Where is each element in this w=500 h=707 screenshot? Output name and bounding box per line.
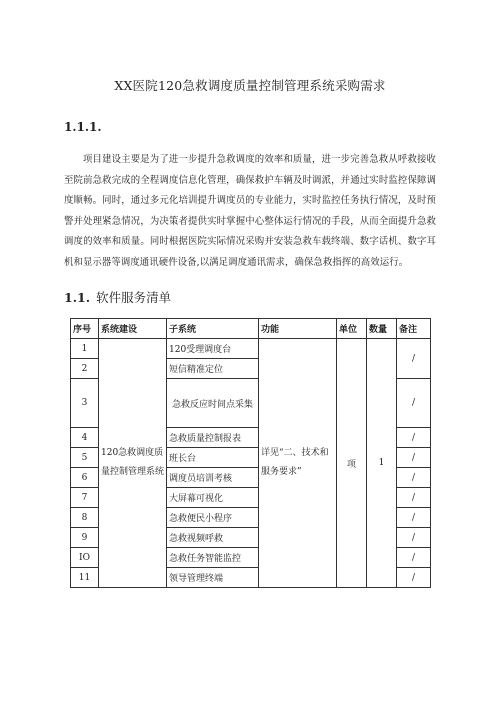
header-subsystem: 子系统 (167, 319, 259, 339)
unit-cell: 项 (337, 339, 367, 588)
row-note: / (397, 508, 431, 528)
row-note: / (397, 568, 431, 588)
row-subsystem: 120受理调度台 (167, 339, 259, 359)
section-heading (64, 288, 171, 306)
row-no: 9 (71, 528, 99, 548)
row-subsystem: 急救任务智能监控 (167, 548, 259, 568)
row-note: / (397, 488, 431, 508)
row-subsystem: 班长台 (167, 448, 259, 468)
header-quantity: 数量 (367, 319, 397, 339)
header-system: 系统建设 (99, 319, 167, 339)
section-number: 1.1. (64, 290, 91, 305)
row-no: IO (71, 548, 99, 568)
header-unit: 单位 (337, 319, 367, 339)
row-note: / (397, 528, 431, 548)
row-note: / (397, 448, 431, 468)
row-note: / (397, 339, 431, 379)
function-cell: 详见“二、技术和服务要求” (259, 339, 337, 588)
body-paragraph: 项目建设主要是为了进一步提升急救调度的效率和质量，进一步完善急救从呼救接收至院前急救完成的全程调度信息化管理，确保救护车辆及时调派，并通过实时监控保障调度顺畅。同时，通过多元化培训提升调度员的专业能力，实时监控任务执行情况，及时预警并处理紧急情况，为决策者提供实时掌握中心整体运行情况的手段，从而全面提升急救调度的效率和质量。同时根据医院实际情况采购并安装急救车载终端、数字话机、数字耳机和显示器等调度通讯硬件设备,以满足调度通讯需求，确保急救指挥的高效运行。 (64, 154, 436, 268)
document-title: XX医院120急救调度质量控制管理系统采购需求 (114, 78, 386, 93)
row-subsystem: 大屏幕可视化 (167, 488, 259, 508)
section-title: 软件服务清单 (96, 290, 172, 305)
row-no: 5 (71, 448, 99, 468)
table-header-row (71, 319, 431, 339)
row-subsystem: 急救视频呼救 (167, 528, 259, 548)
row-note: / (397, 468, 431, 488)
header-no: 序号 (71, 319, 99, 339)
row-note: / (397, 548, 431, 568)
row-no: 2 (71, 359, 99, 379)
row-subsystem: 急救质量控制报表 (167, 428, 259, 448)
row-no: 3 (71, 379, 99, 428)
row-note: / (397, 379, 431, 428)
table-row (71, 339, 431, 359)
software-service-table (70, 318, 431, 588)
row-subsystem: 领导管理终端 (167, 568, 259, 588)
row-subsystem: 调度员培训考核 (167, 468, 259, 488)
row-subsystem: 急救便民小程序 (167, 508, 259, 528)
row-no: 4 (71, 428, 99, 448)
row-note: / (397, 428, 431, 448)
header-function: 功能 (259, 319, 337, 339)
row-no: 1 (71, 339, 99, 359)
row-no: 11 (71, 568, 99, 588)
header-note: 备注 (397, 319, 431, 339)
heading-number: 1.1.1. (64, 120, 102, 134)
row-subsystem: 急救反应时间点采集 (167, 379, 259, 428)
system-name-cell: 120急救调度质量控制管理系统 (99, 339, 167, 588)
row-subsystem: 短信精准定位 (167, 359, 259, 379)
row-no: 7 (71, 488, 99, 508)
quantity-cell: 1 (367, 339, 397, 588)
row-no: 6 (71, 468, 99, 488)
row-no: 8 (71, 508, 99, 528)
